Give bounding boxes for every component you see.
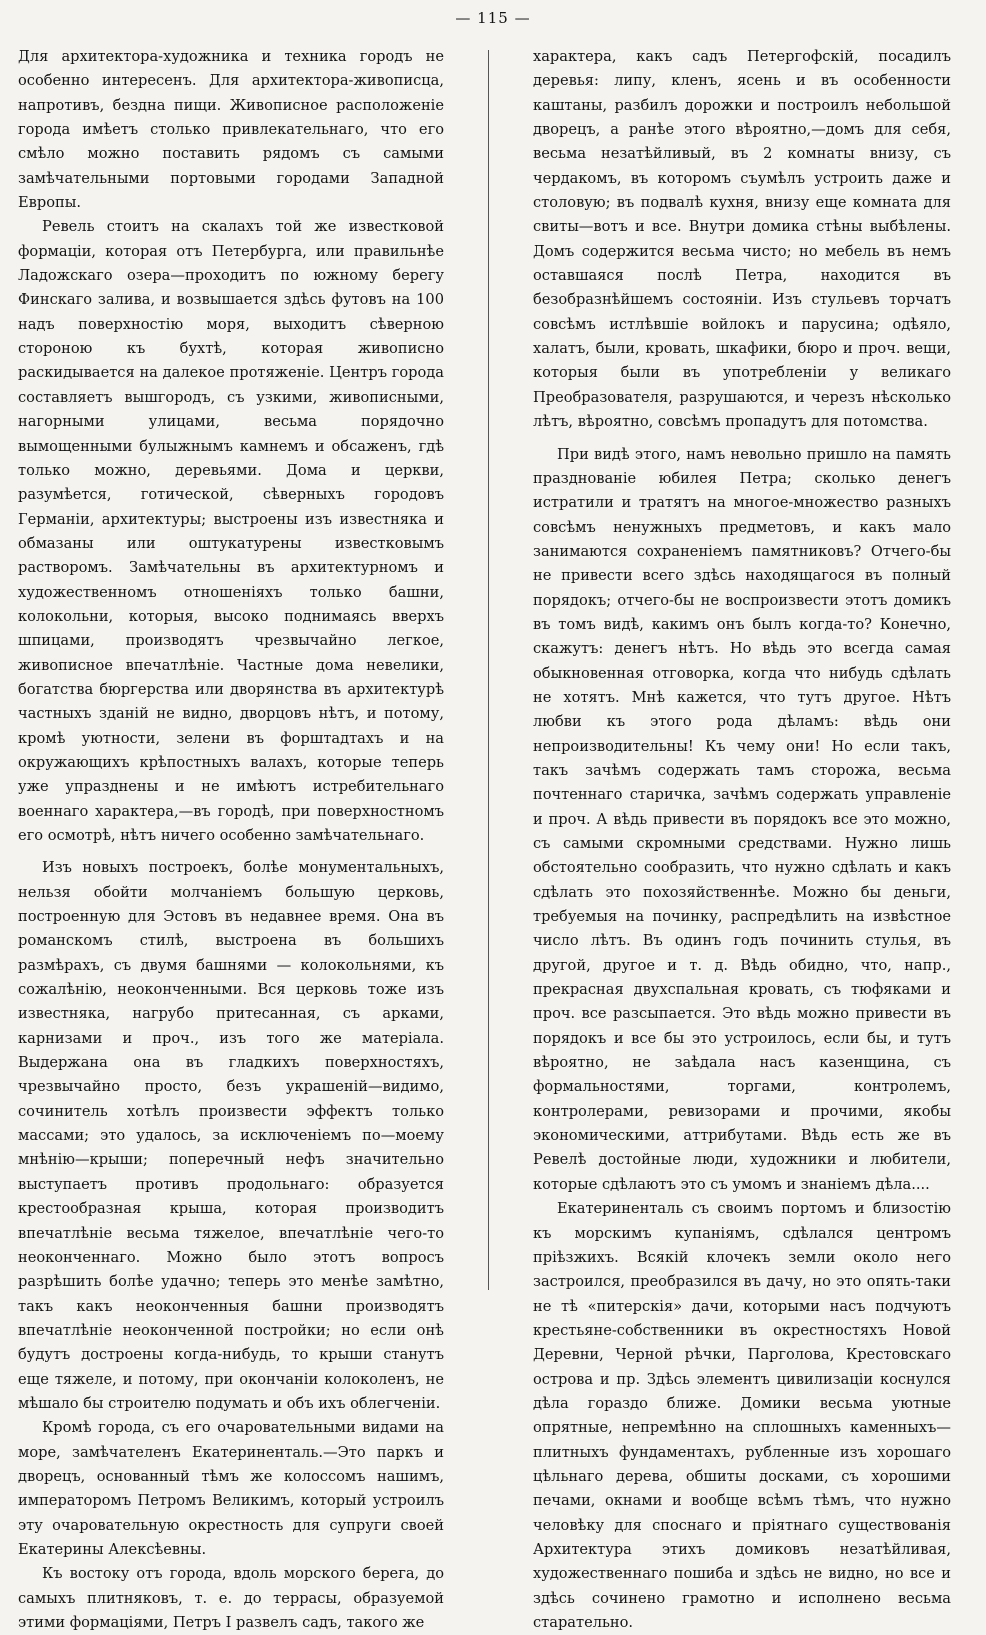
paragraph: Екатериненталь съ своимъ портомъ и близостію къ морскимъ купаніямъ, сдѣлался центромъ пріѣзжихъ. Всякій клочекъ земли около него застроился, преобразился въ дачу, но это опять-таки не тѣ «питерскія» дачи, которыми насъ подчуютъ крестьяне-собственники въ окрестностяхъ Новой Деревни, Черной рѣчки, Парголова, Крестовскаго острова и пр. Здѣсь элементъ цивилизаціи коснулся дѣла гораздо ближе. Домики весьма уютные опрятные, непремѣнно на сплошныхъ каменныхъ—плитныхъ фундаментахъ, рубленные изъ хорошаго цѣльнаго дерева, обшиты досками, съ хорошими печами, окнами и вообще всѣмъ тѣмъ, что нужно человѣку для споснаго и пріятнаго существованія Архитектура этихъ домиковъ незатѣйливая, художественнаго пошиба и здѣсь не видно, но все и здѣсь сочинено грамотно и исполнено весьма старательно. bbox=[533, 1200, 951, 1631]
paragraph: При видѣ этого, намъ невольно пришло на память празднованіе юбилея Петра; сколько денегъ истратили и тратятъ на многое-множество разныхъ совсѣмъ ненужныхъ предметовъ, и какъ мало занимаются сохраненіемъ памятниковъ? Отчего-бы не привести всего здѣсь находящагося въ полный порядокъ; отчего-бы не воспроизвести этотъ домикъ въ томъ видѣ, какимъ онъ былъ когда-то? Конечно, скажутъ: денегъ нѣтъ. Но вѣдь это всегда самая обыкновенная отговорка, когда что нибудь сдѣлать не хотятъ. Мнѣ кажется, что тутъ другое. Нѣтъ любви къ этого рода дѣламъ: вѣдь они непроизводительны! Къ чему они! Но если такъ, такъ зачѣмъ содержать тамъ сторожа, весьма почтеннаго старичка, зачѣмъ содержать управленіе и проч. А вѣдь привести въ порядокъ все это можно, съ самыми скромными средствами. Нужно лишь обстоятельно сообразить, что нужно сдѣлать и какъ сдѣлать это похозяйственнѣе. Можно бы деньги, требуемыя на починку, распредѣлить на извѣстное число лѣтъ. Въ одинъ годъ починить стулья, въ другой, другое и т. д. Вѣдь обидно, что, напр., прекрасная двухспальная кровать, съ тюфяками и проч. все разсыпается. Это вѣдь можно привести въ порядокъ и все бы это устроилось, если бы, и тутъ вѣроятно, не заѣдала насъ казенщина, съ формальностями, торгами, контролемъ, контролерами, ревизорами и прочими, якобы экономическими, аттрибутами. Вѣдь есть же въ Ревелѣ достойные люди, художники и любители, которые сдѣлаютъ это съ умомъ и знаніемъ дѣла.... bbox=[533, 445, 951, 1193]
column-divider bbox=[488, 50, 489, 1290]
paragraph: Ревель стоитъ на скалахъ той же известковой формаціи, которая отъ Петербурга, или правильнѣе Ладожскаго озера—проходитъ по южному берегу Финскаго залива, и возвышается здѣсь футовъ на 100 надъ поверхностію моря, выходитъ сѣверною стороною къ бухтѣ, которая живописно раскидывается на далекое протяженіе. Центръ города составляетъ вышгородъ, съ узкими, живописными, нагорными улицами, весьма порядочно вымощенными булыжнымъ камнемъ и обсаженъ, гдѣ только можно, деревьями. Дома и церкви, разумѣется, готической, сѣверныхъ городовъ Германіи, архитектуры; выстроены изъ известняка и обмазаны или оштукатурены известковымъ растворомъ. Замѣчательны въ архитектурномъ и художественномъ отношеніяхъ только башни, колокольни, которыя, высоко поднимаясь вверхъ шпицами, производятъ чрезвычайно легкое, живописное впечатлѣніе. Частные дома невелики, богатства бюргерства или дворянства въ архитектурѣ частныхъ зданій не видно, дворцовъ нѣтъ, и потому, кромѣ уютности, зелени въ форштадтахъ и на окружающихъ крѣпостныхъ валахъ, которые теперь уже упразднены и не имѣютъ истребительнаго военнаго характера,—въ городѣ, при поверхностномъ его осмотрѣ, нѣтъ ничего особенно замѣчательнаго. bbox=[18, 218, 444, 844]
page-number: — 115 — bbox=[455, 9, 531, 27]
paragraph: Изъ новыхъ построекъ, болѣе монументальныхъ, нельзя обойти молчаніемъ большую церковь, построенную для Эстовъ въ недавнее время. Она въ романскомъ стилѣ, выстроена въ большихъ размѣрахъ, съ двумя башнями — колокольнями, къ сожалѣнію, неоконченными. Вся церковь тоже изъ известняка, нагрубо притесанная, съ арками, карнизами и проч., изъ того же матеріала. Выдержана она въ гладкихъ поверхностяхъ, чрезвычайно просто, безъ украшеній—видимо, сочинитель хотѣлъ произвести эффектъ только массами; это удалось, за исключеніемъ по—моему мнѣнію—крыши; поперечный нефъ значительно выступаетъ противъ продольнаго: образуется крестообразная крыша, которая производитъ впечатлѣніе весьма тяжелое, впечатлѣніе чего-то неоконченнаго. Можно было этотъ вопросъ разрѣшить болѣе удачно; теперь это менѣе замѣтно, такъ какъ неоконченныя башни производятъ впечатлѣніе неоконченной постройки; но если онѣ будутъ достроены когда-нибудь, то крыши станутъ еще тяжеле, и потому, при окончаніи колоколенъ, не мѣшало бы строителю подумать и объ ихъ облегченіи. bbox=[18, 859, 444, 1412]
left-column bbox=[18, 45, 444, 1635]
right-column bbox=[533, 45, 951, 1635]
paragraph: характера, какъ садъ Петергофскій, посадилъ деревья: липу, кленъ, ясень и въ особенности каштаны, разбилъ дорожки и построилъ небольшой дворецъ, а ранѣе этого вѣроятно,—домъ для себя, весьма незатѣйливый, въ 2 комнаты внизу, съ чердакомъ, въ которомъ съумѣлъ устроить даже и столовую; въ подвалѣ кухня, внизу еще комната для свиты—вотъ и все. Внутри домика стѣны выбѣлены. Домъ содержится весьма чисто; но мебель въ немъ оставшаяся послѣ Петра, находится въ безобразнѣйшемъ состояніи. Изъ стульевъ торчатъ совсѣмъ истлѣвшіе войлокъ и парусина; одѣяло, халатъ, были, кровать, шкафики, бюро и проч. вещи, которыя были въ употребленіи у великаго Преобразователя, разрушаются, и черезъ нѣсколько лѣтъ, вѣроятно, совсѣмъ пропадутъ для потомства. bbox=[533, 48, 951, 431]
paragraph: Къ востоку отъ города, вдоль морского берега, до самыхъ плитняковъ, т. е. до террасы, образуемой этими формаціями, Петръ I развелъ садъ, такого же bbox=[18, 1565, 444, 1631]
paragraph: Кромѣ города, съ его очаровательными видами на море, замѣчателенъ Екатериненталь.—Это паркъ и дворецъ, основанный тѣмъ же колоссомъ нашимъ, императоромъ Петромъ Великимъ, который устроилъ эту очаровательную окрестность для супруги своей Екатерины Алексѣевны. bbox=[18, 1419, 444, 1558]
paragraph: Для архитектора-художника и техника городъ не особенно интересенъ. Для архитектора-живописца, напротивъ, бездна пищи. Живописное расположеніе города имѣетъ столько привлекательнаго, что его смѣло можно поставить рядомъ съ самыми замѣчательными портовыми городами Западной Европы. bbox=[18, 48, 444, 212]
